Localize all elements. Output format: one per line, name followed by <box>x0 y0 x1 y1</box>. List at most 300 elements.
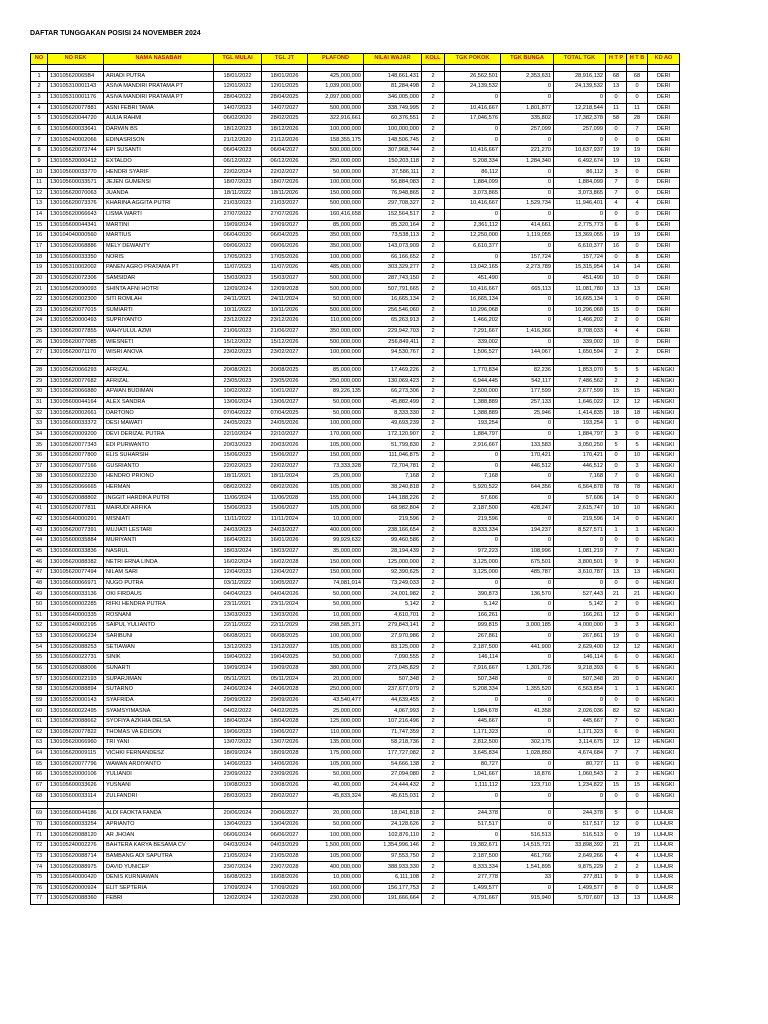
cell-no: 11 <box>31 178 48 189</box>
cell-fair-value: 54,666,138 <box>364 759 422 770</box>
cell-due-date: 17/05/2026 <box>262 252 308 263</box>
cell-total-arrears: 1,234,822 <box>554 780 606 791</box>
column-header-officer-code: KD AO <box>648 54 680 65</box>
cell-collectibility: 2 <box>422 568 445 579</box>
cell-htp: 78 <box>606 482 627 493</box>
cell-account-number: 130105600022193 <box>48 674 104 685</box>
cell-due-date: 15/06/2027 <box>262 451 308 462</box>
cell-htp: 58 <box>606 114 627 125</box>
cell-fair-value: 156,177,753 <box>364 883 422 894</box>
cell-no: 43 <box>31 525 48 536</box>
cell-no: 32 <box>31 408 48 419</box>
cell-htp: 10 <box>606 273 627 284</box>
cell-interest-arrears: 157,724 <box>501 252 554 263</box>
cell-htb: 14 <box>627 263 648 274</box>
cell-customer-name: MURIYANTI <box>104 536 214 547</box>
cell-interest-arrears: 335,802 <box>501 114 554 125</box>
cell-htb: 0 <box>627 791 648 802</box>
cell-total-arrears: 3,610,787 <box>554 568 606 579</box>
cell-principal-arrears: 86,112 <box>445 167 501 178</box>
cell-customer-name: ARIADI PUTRA <box>104 71 214 82</box>
cell-plafond: 50,000,000 <box>308 770 364 781</box>
cell-customer-name: AR JHOAN <box>104 830 214 841</box>
cell-fair-value: 130,069,423 <box>364 376 422 387</box>
column-header-principal-arrears: TGK POKOK <box>445 54 501 65</box>
cell-account-number: 130105620077796 <box>48 759 104 770</box>
cell-plafond: 20,000,000 <box>308 674 364 685</box>
cell-total-arrears: 2,615,747 <box>554 504 606 515</box>
cell-due-date: 19/09/2028 <box>262 663 308 674</box>
cell-total-arrears: 0 <box>554 135 606 146</box>
cell-no: 68 <box>31 791 48 802</box>
cell-fair-value: 37,586,111 <box>364 167 422 178</box>
cell-total-arrears: 3,073,865 <box>554 188 606 199</box>
cell-htp: 14 <box>606 514 627 525</box>
cell-total-arrears: 0 <box>554 536 606 547</box>
table-row <box>31 273 680 284</box>
cell-htp: 2 <box>606 316 627 327</box>
cell-plafond: 105,000,000 <box>308 851 364 862</box>
cell-account-number: 130105620077494 <box>48 568 104 579</box>
cell-htp: 0 <box>606 536 627 547</box>
table-row <box>31 738 680 749</box>
cell-principal-arrears: 0 <box>445 830 501 841</box>
cell-principal-arrears: 8,333,334 <box>445 862 501 873</box>
cell-fair-value: 111,046,875 <box>364 451 422 462</box>
table-row <box>31 472 680 483</box>
cell-officer-code: DERI <box>648 316 680 327</box>
cell-total-arrears: 277,811 <box>554 873 606 884</box>
cell-total-arrears: 1,060,543 <box>554 770 606 781</box>
cell-due-date: 16/08/2026 <box>262 873 308 884</box>
cell-total-arrears: 257,099 <box>554 124 606 135</box>
cell-collectibility: 2 <box>422 114 445 125</box>
cell-interest-arrears: 257,133 <box>501 397 554 408</box>
cell-interest-arrears: 0 <box>501 241 554 252</box>
cell-htb: 0 <box>627 241 648 252</box>
cell-collectibility: 2 <box>422 631 445 642</box>
cell-collectibility: 2 <box>422 706 445 717</box>
cell-account-number: 130105600022495 <box>48 706 104 717</box>
cell-collectibility: 2 <box>422 819 445 830</box>
cell-no: 42 <box>31 514 48 525</box>
cell-total-arrears: 219,596 <box>554 514 606 525</box>
cell-total-arrears: 2,026,036 <box>554 706 606 717</box>
cell-customer-name: THOMAS VA EDISON <box>104 727 214 738</box>
table-row <box>31 621 680 632</box>
cell-customer-name: EPI SUSANTI <box>104 146 214 157</box>
cell-principal-arrears: 445,667 <box>445 717 501 728</box>
cell-plafond: 100,000,000 <box>308 124 364 135</box>
cell-officer-code: HENGKI <box>648 600 680 611</box>
cell-fair-value: 1,354,996,146 <box>364 841 422 852</box>
cell-due-date: 04/04/2026 <box>262 589 308 600</box>
cell-officer-code: DERI <box>648 92 680 103</box>
cell-htp: 68 <box>606 71 627 82</box>
cell-start-date: 23/11/2021 <box>214 600 262 611</box>
cell-customer-name: SYAFRIDA <box>104 695 214 706</box>
column-header-start-date: TGL MULAI <box>214 54 262 65</box>
cell-customer-name: APRIANTO <box>104 819 214 830</box>
cell-officer-code: DERI <box>648 146 680 157</box>
cell-htb: 11 <box>627 103 648 114</box>
cell-principal-arrears: 451,490 <box>445 273 501 284</box>
cell-htb: 0 <box>627 82 648 93</box>
cell-total-arrears: 13,369,055 <box>554 231 606 242</box>
cell-fair-value: 92,390,625 <box>364 568 422 579</box>
table-row <box>31 830 680 841</box>
cell-customer-name: SARIBUNI <box>104 631 214 642</box>
cell-interest-arrears: 516,513 <box>501 830 554 841</box>
cell-principal-arrears: 0 <box>445 92 501 103</box>
cell-plafond: 150,000,000 <box>308 188 364 199</box>
cell-no: 10 <box>31 167 48 178</box>
cell-htb: 0 <box>627 631 648 642</box>
cell-total-arrears: 11,946,401 <box>554 199 606 210</box>
cell-fair-value: 177,727,082 <box>364 749 422 760</box>
cell-collectibility: 2 <box>422 504 445 515</box>
cell-htp: 13 <box>606 568 627 579</box>
cell-customer-name: MELY DEWANTY <box>104 241 214 252</box>
cell-total-arrears: 3,114,675 <box>554 738 606 749</box>
cell-officer-code: DERI <box>648 82 680 93</box>
cell-start-date: 06/04/2020 <box>214 231 262 242</box>
cell-start-date: 07/04/2022 <box>214 408 262 419</box>
cell-officer-code: LUHUR <box>648 841 680 852</box>
cell-start-date: 22/11/2022 <box>214 621 262 632</box>
cell-htp: 21 <box>606 841 627 852</box>
cell-interest-arrears: 0 <box>501 493 554 504</box>
cell-total-arrears: 33,898,392 <box>554 841 606 852</box>
cell-account-number: 130105620077855 <box>48 327 104 338</box>
cell-total-arrears: 1,081,219 <box>554 546 606 557</box>
cell-fair-value: 307,968,744 <box>364 146 422 157</box>
cell-account-number: 130105310001143 <box>48 82 104 93</box>
cell-customer-name: BAMBANG ADI SAPUTRA <box>104 851 214 862</box>
cell-start-date: 28/04/2022 <box>214 92 262 103</box>
cell-officer-code: LUHUR <box>648 819 680 830</box>
cell-due-date: 18/07/2026 <box>262 178 308 189</box>
cell-principal-arrears: 1,388,889 <box>445 397 501 408</box>
table-row <box>31 199 680 210</box>
cell-fair-value: 18,041,818 <box>364 809 422 820</box>
cell-total-arrears: 6,564,878 <box>554 482 606 493</box>
cell-htp: 4 <box>606 851 627 862</box>
cell-start-date: 11/06/2024 <box>214 493 262 504</box>
cell-total-arrears: 0 <box>554 209 606 220</box>
table-row <box>31 759 680 770</box>
cell-interest-arrears: 0 <box>501 674 554 685</box>
cell-no: 44 <box>31 536 48 547</box>
cell-interest-arrears: 446,512 <box>501 461 554 472</box>
cell-fair-value: 94,530,767 <box>364 348 422 359</box>
cell-principal-arrears: 7,168 <box>445 472 501 483</box>
cell-account-number: 130105620088120 <box>48 830 104 841</box>
cell-start-date: 23/09/2022 <box>214 770 262 781</box>
cell-htp: 10 <box>606 504 627 515</box>
cell-principal-arrears: 6,944,445 <box>445 376 501 387</box>
cell-officer-code: HENGKI <box>648 536 680 547</box>
cell-principal-arrears: 999,815 <box>445 621 501 632</box>
cell-interest-arrears: 0 <box>501 578 554 589</box>
cell-collectibility: 2 <box>422 536 445 547</box>
cell-total-arrears: 193,254 <box>554 419 606 430</box>
cell-collectibility: 2 <box>422 883 445 894</box>
cell-principal-arrears: 3,645,834 <box>445 749 501 760</box>
cell-officer-code: HENGKI <box>648 695 680 706</box>
cell-due-date: 24/03/2027 <box>262 525 308 536</box>
table-row <box>31 642 680 653</box>
cell-officer-code: HENGKI <box>648 568 680 579</box>
cell-account-number: 130105620009115 <box>48 749 104 760</box>
table-row <box>31 695 680 706</box>
cell-no: 66 <box>31 770 48 781</box>
cell-interest-arrears: 0 <box>501 759 554 770</box>
cell-account-number: 130105600044186 <box>48 809 104 820</box>
cell-principal-arrears: 0 <box>445 791 501 802</box>
cell-collectibility: 2 <box>422 376 445 387</box>
cell-collectibility: 2 <box>422 873 445 884</box>
cell-collectibility: 2 <box>422 305 445 316</box>
cell-customer-name: WAWAN ARDIYANTO <box>104 759 214 770</box>
cell-start-date: 27/07/2022 <box>214 209 262 220</box>
cell-customer-name: HERMAN <box>104 482 214 493</box>
cell-collectibility: 2 <box>422 220 445 231</box>
cell-principal-arrears: 2,812,500 <box>445 738 501 749</box>
cell-htp: 9 <box>606 873 627 884</box>
table-row <box>31 663 680 674</box>
cell-collectibility: 2 <box>422 685 445 696</box>
cell-total-arrears: 0 <box>554 791 606 802</box>
cell-start-date: 23/07/2024 <box>214 862 262 873</box>
cell-no: 71 <box>31 830 48 841</box>
table-row <box>31 809 680 820</box>
cell-account-number: 130105240002066 <box>48 135 104 146</box>
table-row <box>31 589 680 600</box>
cell-principal-arrears: 5,142 <box>445 600 501 611</box>
cell-principal-arrears: 2,361,112 <box>445 220 501 231</box>
cell-htb: 6 <box>627 663 648 674</box>
cell-htp: 5 <box>606 809 627 820</box>
cell-collectibility: 2 <box>422 738 445 749</box>
cell-total-arrears: 157,724 <box>554 252 606 263</box>
cell-htp: 1 <box>606 685 627 696</box>
cell-start-date: 13/03/2023 <box>214 610 262 621</box>
cell-account-number: 130105620068886 <box>48 241 104 252</box>
document-title: DAFTAR TUNGGAKAN POSISI 24 NOVEMBER 2024 <box>30 30 201 37</box>
cell-htb: 19 <box>627 830 648 841</box>
table-row <box>31 653 680 664</box>
table-row <box>31 536 680 547</box>
cell-no: 31 <box>31 397 48 408</box>
cell-interest-arrears: 302,175 <box>501 738 554 749</box>
cell-plafond: 158,355,175 <box>308 135 364 146</box>
cell-collectibility: 2 <box>422 252 445 263</box>
table-row <box>31 337 680 348</box>
column-header-plafond: PLAFOND <box>308 54 364 65</box>
cell-interest-arrears: 0 <box>501 419 554 430</box>
cell-htp: 7 <box>606 188 627 199</box>
column-header-fair-value: NILAI WAJAR <box>364 54 422 65</box>
cell-collectibility: 2 <box>422 546 445 557</box>
cell-start-date: 13/07/2022 <box>214 738 262 749</box>
cell-principal-arrears: 1,770,834 <box>445 365 501 376</box>
cell-fair-value: 6,111,108 <box>364 873 422 884</box>
cell-principal-arrears: 972,223 <box>445 546 501 557</box>
cell-htp: 7 <box>606 178 627 189</box>
cell-customer-name: HENDRI SYARIF <box>104 167 214 178</box>
cell-total-arrears: 12,218,544 <box>554 103 606 114</box>
table-row <box>31 92 680 103</box>
cell-htp: 2 <box>606 376 627 387</box>
cell-start-date: 17/05/2023 <box>214 252 262 263</box>
cell-start-date: 12/04/2023 <box>214 568 262 579</box>
cell-due-date: 15/03/2027 <box>262 273 308 284</box>
cell-no: 3 <box>31 92 48 103</box>
cell-officer-code: DERI <box>648 167 680 178</box>
cell-plafond: 322,916,661 <box>308 114 364 125</box>
cell-htp: 20 <box>606 674 627 685</box>
cell-htp: 15 <box>606 305 627 316</box>
table-row <box>31 631 680 642</box>
cell-account-number: 130105620077822 <box>48 727 104 738</box>
cell-officer-code: HENGKI <box>648 578 680 589</box>
cell-customer-name: KHARINA AGGITA PUTRI <box>104 199 214 210</box>
cell-interest-arrears: 1,284,340 <box>501 156 554 167</box>
cell-collectibility: 2 <box>422 231 445 242</box>
cell-htb: 1 <box>627 685 648 696</box>
cell-officer-code: HENGKI <box>648 397 680 408</box>
cell-fair-value: 100,000,000 <box>364 124 422 135</box>
cell-htb: 21 <box>627 841 648 852</box>
cell-interest-arrears: 1,801,877 <box>501 103 554 114</box>
cell-htp: 0 <box>606 830 627 841</box>
cell-htb: 28 <box>627 114 648 125</box>
cell-interest-arrears: 25,946 <box>501 408 554 419</box>
cell-plafond: 100,000,000 <box>308 830 364 841</box>
table-row <box>31 451 680 462</box>
cell-due-date: 23/05/2026 <box>262 376 308 387</box>
cell-due-date: 06/04/2027 <box>262 146 308 157</box>
cell-start-date: 29/09/2022 <box>214 695 262 706</box>
cell-htb: 13 <box>627 284 648 295</box>
cell-total-arrears: 16,665,134 <box>554 295 606 306</box>
cell-principal-arrears: 26,562,501 <box>445 71 501 82</box>
cell-interest-arrears: 1,541,895 <box>501 862 554 873</box>
column-header-htp: H T P <box>606 54 627 65</box>
cell-customer-name: DESI MAWATI <box>104 419 214 430</box>
cell-htp: 3 <box>606 429 627 440</box>
cell-customer-name: GUSRIANTO <box>104 461 214 472</box>
cell-no: 57 <box>31 674 48 685</box>
cell-htp: 0 <box>606 695 627 706</box>
cell-due-date: 10/01/2027 <box>262 387 308 398</box>
cell-no: 8 <box>31 146 48 157</box>
cell-account-number: 130105600044164 <box>48 397 104 408</box>
cell-htp: 19 <box>606 231 627 242</box>
cell-due-date: 06/06/2027 <box>262 830 308 841</box>
cell-customer-name: SUPARJIMAN <box>104 674 214 685</box>
cell-due-date: 06/08/2025 <box>262 631 308 642</box>
cell-due-date: 21/06/2027 <box>262 327 308 338</box>
cell-htb: 0 <box>627 578 648 589</box>
cell-due-date: 21/12/2026 <box>262 135 308 146</box>
cell-fair-value: 27,970,986 <box>364 631 422 642</box>
cell-htp: 82 <box>606 706 627 717</box>
cell-principal-arrears: 2,187,500 <box>445 504 501 515</box>
cell-plafond: 105,000,000 <box>308 642 364 653</box>
cell-principal-arrears: 3,125,000 <box>445 557 501 568</box>
cell-start-date: 19/06/2023 <box>214 727 262 738</box>
cell-plafond: 250,000,000 <box>308 376 364 387</box>
cell-plafond: 350,000,000 <box>308 241 364 252</box>
cell-plafond: 298,585,371 <box>308 621 364 632</box>
cell-principal-arrears: 13,042,165 <box>445 263 501 274</box>
cell-officer-code: LUHUR <box>648 809 680 820</box>
cell-principal-arrears: 1,884,797 <box>445 429 501 440</box>
cell-collectibility: 2 <box>422 209 445 220</box>
cell-total-arrears: 507,348 <box>554 674 606 685</box>
cell-no: 17 <box>31 241 48 252</box>
table-row <box>31 295 680 306</box>
cell-fair-value: 44,639,455 <box>364 695 422 706</box>
cell-customer-name: MUJIATI LESTARI <box>104 525 214 536</box>
cell-officer-code: HENGKI <box>648 419 680 430</box>
cell-start-date: 09/06/2022 <box>214 241 262 252</box>
cell-fair-value: 45,882,499 <box>364 397 422 408</box>
cell-plafond: 425,000,000 <box>308 71 364 82</box>
cell-collectibility: 2 <box>422 135 445 146</box>
cell-customer-name: OKI FIRDAUS <box>104 589 214 600</box>
cell-htp: 12 <box>606 819 627 830</box>
cell-interest-arrears: 0 <box>501 178 554 189</box>
cell-account-number: 130105620088894 <box>48 685 104 696</box>
cell-customer-name: AFRIZAL <box>104 376 214 387</box>
cell-account-number: 130105600066971 <box>48 578 104 589</box>
cell-officer-code: HENGKI <box>648 631 680 642</box>
cell-fair-value: 38,240,818 <box>364 482 422 493</box>
spacer-row <box>31 358 680 365</box>
cell-plafond: 50,000,000 <box>308 295 364 306</box>
cell-htb: 18 <box>627 408 648 419</box>
cell-start-date: 10/11/2022 <box>214 305 262 316</box>
cell-interest-arrears: 461,766 <box>501 851 554 862</box>
cell-no: 27 <box>31 348 48 359</box>
table-row <box>31 706 680 717</box>
cell-due-date: 18/11/2026 <box>262 188 308 199</box>
cell-customer-name: WAHYULUL AZMI <box>104 327 214 338</box>
cell-account-number: 130105600022731 <box>48 653 104 664</box>
cell-no: 35 <box>31 440 48 451</box>
cell-collectibility: 2 <box>422 408 445 419</box>
table-row <box>31 316 680 327</box>
cell-collectibility: 2 <box>422 82 445 93</box>
cell-officer-code: DERI <box>648 252 680 263</box>
cell-due-date: 21/05/2028 <box>262 851 308 862</box>
spacer-row <box>31 64 680 71</box>
table-row <box>31 894 680 905</box>
cell-account-number: 130105600033770 <box>48 167 104 178</box>
cell-total-arrears: 1,650,594 <box>554 348 606 359</box>
cell-officer-code: HENGKI <box>648 780 680 791</box>
cell-account-number: 130105620066234 <box>48 631 104 642</box>
cell-interest-arrears: 0 <box>501 631 554 642</box>
cell-principal-arrears: 17,046,576 <box>445 114 501 125</box>
cell-fair-value: 68,982,804 <box>364 504 422 515</box>
cell-due-date: 16/02/2028 <box>262 557 308 568</box>
cell-due-date: 24/05/2026 <box>262 419 308 430</box>
cell-due-date: 28/02/2025 <box>262 114 308 125</box>
